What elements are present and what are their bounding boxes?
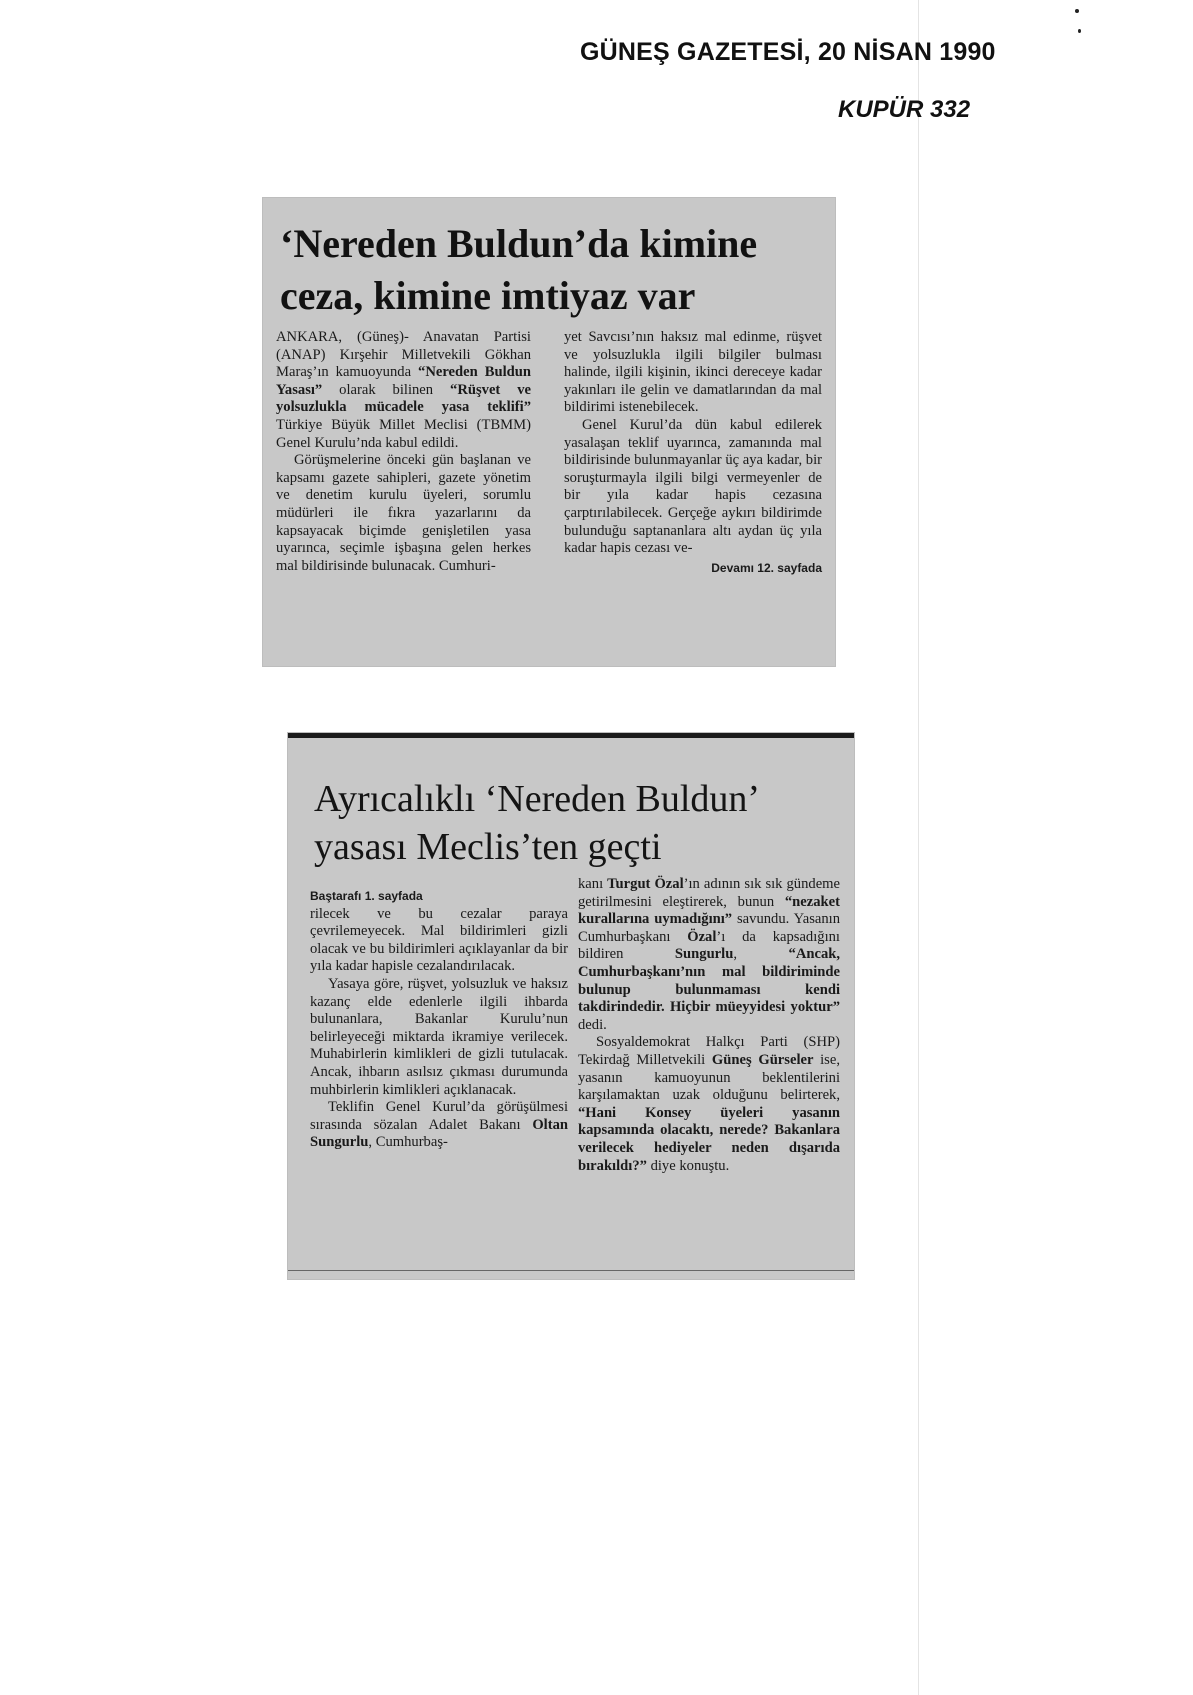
emphasis-run: “Nereden Buldun Yasası” — [276, 364, 531, 398]
article1-paragraph: Genel Kurul’da dün kabul edilerek yasalaşan teklif uyarınca, zamanında mal bildirisinde bulunmayanlar üç aya kadar, bir soruşturmayla ilgili bilgi vermeyenler de bir yıla kadar hapis cezasına çarptırılabilecek. Gerçeğe aykırı bildirimde bulunduğu saptananlara altı aydan üç yıla kadar hapis cezası ve- — [564, 416, 822, 557]
emphasis-run: Güneş Gürseler — [711, 1051, 814, 1068]
article1-column-left — [276, 329, 531, 575]
continued-note: Devamı 12. sayfada — [711, 560, 822, 575]
article1-column-right — [564, 329, 822, 577]
article-clipping-2 — [288, 733, 854, 1279]
emphasis-run: “Rüşvet ve yolsuzlukla mücadele yasa teklifi” — [276, 381, 531, 416]
text-run: olarak bilinen — [322, 381, 451, 398]
text-run: ise, yasanın kamuoyunun beklentilerini karşılamaktan uzak olduğunu belirterek, — [578, 1051, 840, 1104]
page-fold-line — [918, 0, 919, 1695]
source-header: GÜNEŞ GAZETESİ, 20 NİSAN 1990 — [580, 38, 996, 66]
article2-headline: Ayrıcalıklı ‘Nereden Buldun’ yasası Meclis’ten geçti — [314, 778, 758, 868]
top-rule — [288, 733, 854, 738]
article1-paragraph: Görüşmelerine önceki gün başlanan ve kapsamı gazete sahipleri, gazete yönetim ve denetim kurulu üyeleri, sorumlu müdürleri ile fıkra yazarlarını da kapsayacak biçimde genişletilen yasa uyarınca, seçimle işbaşına gelen herkes mal bildirisinde bulunacak. Cumhuri- — [276, 452, 531, 574]
article2-paragraph — [578, 1034, 840, 1175]
text-run: Sosyaldemokrat Halkçı Parti (SHP) Tekirdağ Milletvekili — [578, 1034, 840, 1068]
emphasis-run: “Ancak, Cumhurbaşkanı’nın mal bildiriminde bulunup bulunmaması kendi takdirindedir. Hiçbir müeyyidesi yoktur” — [578, 946, 841, 1016]
article1-paragraph — [276, 329, 531, 452]
article2-column-left — [310, 888, 568, 1152]
text-run: ANKARA, (Güneş)- Anavatan Partisi (ANAP) Kırşehir Milletvekili Gökhan Maraş’ın kamuoyunda — [276, 329, 531, 381]
bottom-rule — [288, 1270, 854, 1271]
text-run: savundu. Yasanın Cumhurbaşkanı — [578, 911, 840, 945]
dust-speck — [1078, 29, 1081, 33]
text-run: ’ı da kapsadığını bildiren — [578, 928, 840, 963]
article2-column-right — [578, 876, 840, 1175]
emphasis-run: Sungurlu — [674, 946, 734, 963]
article1-paragraph: yet Savcısı’nın haksız mal edinme, rüşvet ve yolsuzlukla ilgili bilgiler bulması halinde, ilgili kişinin, ikinci dereceye kadar yakınları ile gelin ve damatlarından da mal bildirimi istenebilecek. — [564, 329, 822, 416]
emphasis-run: Oltan Sungurlu — [310, 1116, 568, 1151]
text-run: , — [733, 946, 789, 963]
article2-paragraph — [310, 1099, 568, 1152]
emphasis-run: “nezaket kurallarına uymadığını” — [578, 893, 840, 928]
text-run: dedi. — [578, 1016, 607, 1033]
clipping-number: KUPÜR 332 — [838, 96, 971, 123]
article2-paragraph: rilecek ve bu cezalar paraya çevrilemeyecek. Mal bildirimleri gizli olacak ve bu bildirimleri açıklayanlar da bir yıla kadar hapisle cezalandırılacak. — [310, 905, 568, 975]
dust-speck — [1075, 9, 1079, 13]
text-run: ’ın adının sık sık gündeme getirilmesini eleştirerek, bunun — [578, 876, 840, 910]
text-run: , Cumhurbaş- — [368, 1134, 448, 1151]
continued-from-note: Baştarafı 1. sayfada — [310, 889, 423, 903]
article1-headline: ‘Nereden Buldun’da kimine ceza, kimine imtiyaz var — [280, 221, 758, 318]
text-run: Teklifin Genel Kurul’da görüşülmesi sırasında sözalan Adalet Bakanı — [310, 1099, 568, 1133]
article2-paragraph — [578, 876, 840, 1034]
article2-paragraph: Yasaya göre, rüşvet, yolsuzluk ve haksız kazanç elde edenlerle ilgili ihbarda bulunanlara, Bakanlar Kurulu’nun belirleyeceği miktarda ikramiye verilecek. Muhabirlerin kimlikleri de gizli tutulacak. Ancak, ihbarın asılsız çıkması durumunda muhbirlerin kimlikleri açıklanacak. — [310, 975, 568, 1098]
text-run: diye konuştu. — [646, 1157, 730, 1174]
text-run: kanı — [578, 876, 608, 892]
text-run: Türkiye Büyük Millet Meclisi (TBMM) Genel Kurulu’nda kabul edildi. — [276, 416, 531, 451]
article-clipping-1 — [263, 198, 835, 666]
emphasis-run: Özal — [687, 928, 717, 945]
emphasis-run: “Hani Konsey üyeleri yasanın kapsamında olacaktı, nerede? Bakanlara verilecek hediyeler neden dışarıda bırakıldı?” — [578, 1104, 840, 1174]
emphasis-run: Turgut Özal — [607, 876, 684, 892]
